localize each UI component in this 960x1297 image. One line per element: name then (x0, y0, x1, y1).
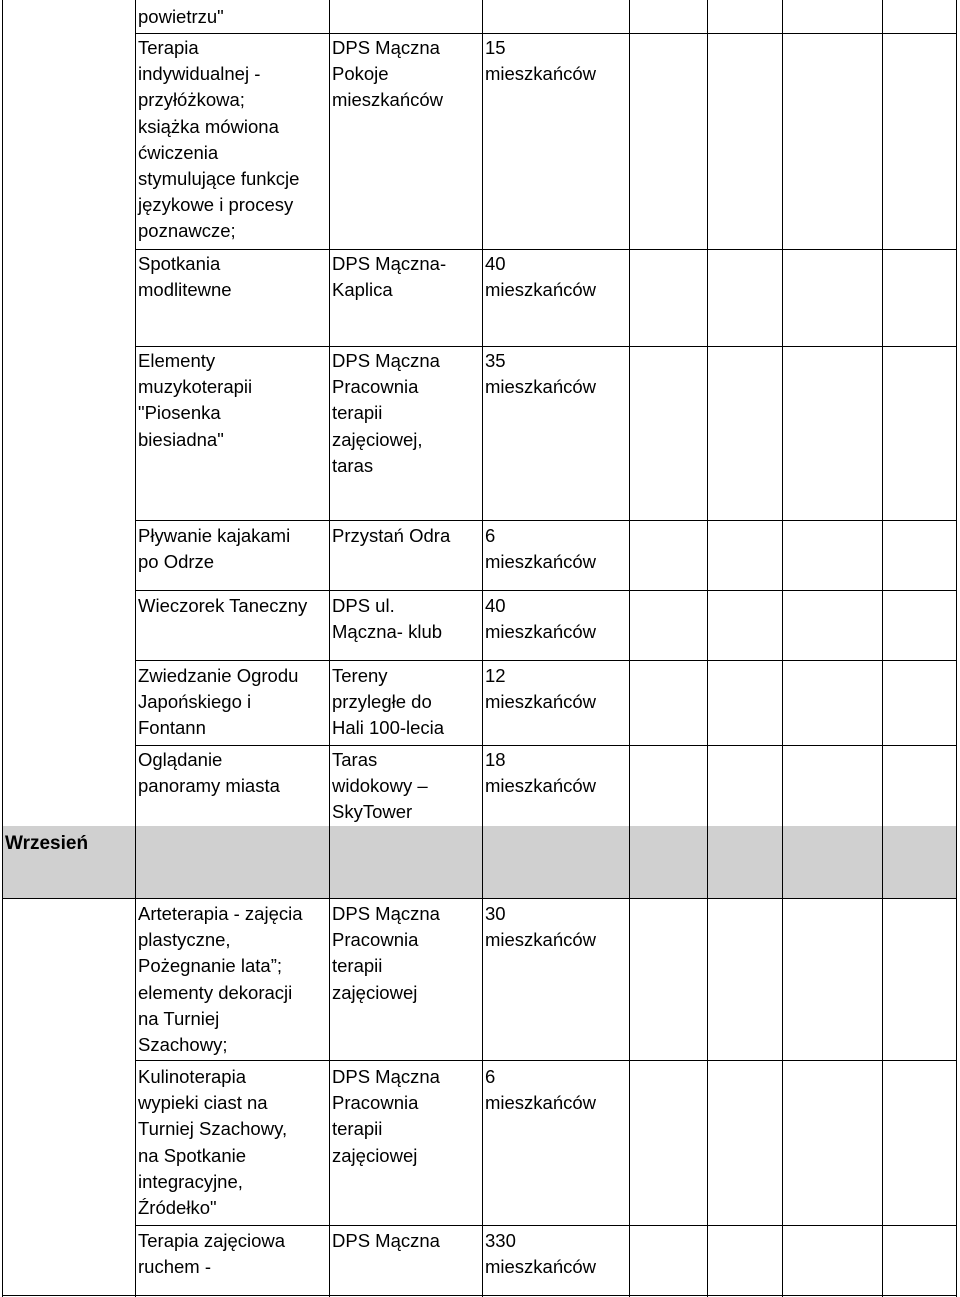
activity-cell: Wieczorek Taneczny (138, 595, 308, 616)
place-cell: Taras widokowy – SkyTower (332, 749, 428, 823)
place-cell: Przystań Odra (332, 525, 451, 546)
activity-cell: Oglądanie panoramy miasta (138, 749, 280, 797)
count-cell: 6 mieszkańców (485, 525, 597, 573)
place-cell: DPS Mączna Pracownia terapii zajęciowej, taras (332, 350, 440, 476)
place-cell: DPS Mączna Pracownia terapii zajęciowej (332, 903, 440, 1003)
column-divider-6 (782, 0, 783, 1297)
activity-cell: Spotkania modlitewne (138, 253, 232, 301)
column-divider-4 (629, 0, 630, 1297)
table-border-right (956, 0, 957, 1297)
count-cell: 330 mieszkańców (485, 1230, 597, 1278)
row-divider (135, 590, 957, 591)
column-divider-2 (329, 0, 330, 1297)
place-cell: DPS Mączna Pracownia terapii zajęciowej (332, 1066, 440, 1166)
activity-cell: Terapia indywidualnej - przyłóżkowa; książka mówiona ćwiczenia stymulujące funkcje językowe i procesy poznawcze; (138, 37, 300, 242)
activity-cell: powietrzu" (138, 6, 224, 27)
count-cell: 12 mieszkańców (485, 665, 597, 713)
place-cell: DPS ul. Mączna- klub (332, 595, 443, 643)
row-divider (135, 1060, 957, 1061)
table-border-bottom (2, 1295, 957, 1296)
column-divider-7 (882, 0, 883, 1297)
column-divider-1 (135, 0, 136, 1297)
row-divider (135, 33, 957, 34)
row-divider (135, 660, 957, 661)
column-divider-3 (482, 0, 483, 1297)
activity-cell: Kulinoterapia wypieki ciast na Turniej Szachowy, na Spotkanie integracyjne, Źródełko" (138, 1066, 288, 1219)
place-cell: DPS Mączna (332, 1230, 440, 1251)
column-divider-5 (707, 0, 708, 1297)
place-cell: Tereny przyległe do Hali 100-lecia (332, 665, 445, 739)
row-divider (135, 1225, 957, 1226)
activity-cell: Terapia zajęciowa ruchem - (138, 1230, 286, 1278)
row-divider (135, 745, 957, 746)
row-divider (135, 520, 957, 521)
count-cell: 40 mieszkańców (485, 253, 597, 301)
activity-cell: Pływanie kajakami po Odrze (138, 525, 291, 573)
place-cell: DPS Mączna Pokoje mieszkańców (332, 37, 444, 111)
count-cell: 6 mieszkańców (485, 1066, 597, 1114)
row-divider (2, 898, 957, 899)
month-row-shading (3, 826, 957, 898)
activity-cell: Zwiedzanie Ogrodu Japońskiego i Fontann (138, 665, 299, 739)
table-border-left (2, 0, 3, 1297)
count-cell: 40 mieszkańców (485, 595, 597, 643)
count-cell: 35 mieszkańców (485, 350, 597, 398)
row-divider (135, 346, 957, 347)
row-divider (135, 249, 957, 250)
month-label: Wrzesień (5, 833, 89, 854)
count-cell: 15 mieszkańców (485, 37, 597, 85)
count-cell: 30 mieszkańców (485, 903, 597, 951)
place-cell: DPS Mączna- Kaplica (332, 253, 447, 301)
count-cell: 18 mieszkańców (485, 749, 597, 797)
activity-cell: Arteterapia - zajęcia plastyczne, Pożegnanie lata”; elementy dekoracji na Turniej Szachowy; (138, 903, 303, 1056)
activity-cell: Elementy muzykoterapii "Piosenka biesiadna" (138, 350, 253, 450)
